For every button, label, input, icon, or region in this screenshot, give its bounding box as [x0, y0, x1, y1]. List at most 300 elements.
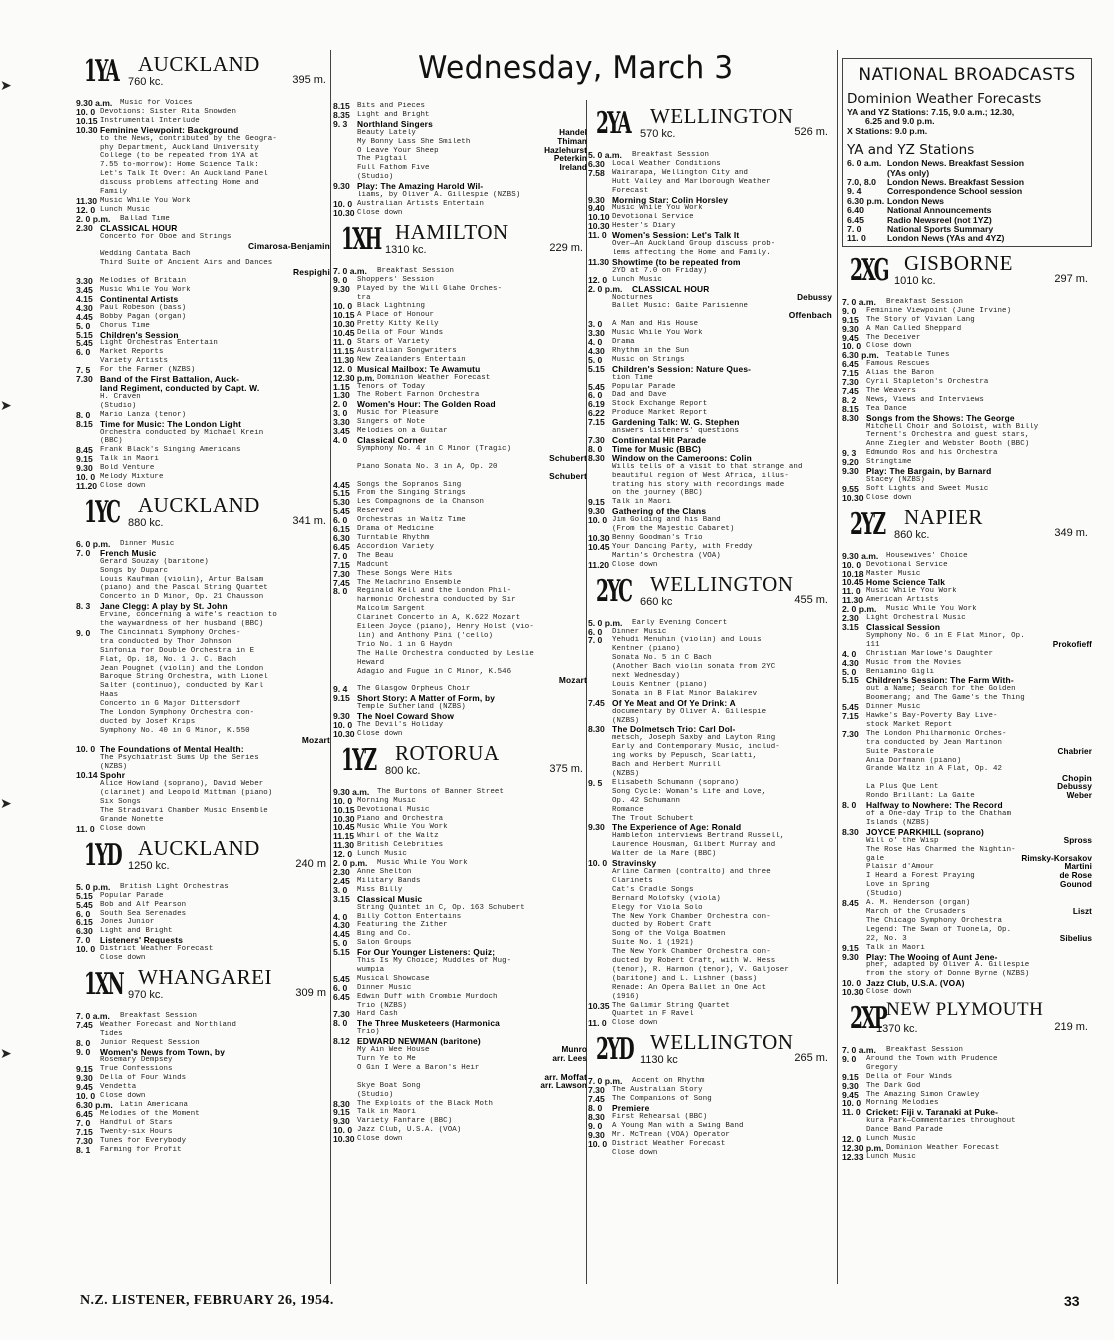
- schedule-programme: Legend: The Swan of Tuonela, Op.: [866, 925, 1012, 934]
- schedule-row: [76, 1101, 330, 1110]
- schedule-programme: Junior Request Session: [100, 1038, 200, 1047]
- station-wavelength: 309 m: [295, 986, 326, 999]
- schedule-programme: Farming for Profit: [100, 1145, 182, 1154]
- schedule-row: [76, 918, 330, 927]
- schedule-programme: Beniamino Gigli: [866, 667, 935, 676]
- schedule-row: [76, 161, 330, 170]
- schedule-row: [588, 788, 832, 797]
- schedule-programme: Accordion Variety: [357, 542, 435, 551]
- schedule-time: 10. 0: [333, 1126, 353, 1136]
- schedule-row: [842, 703, 1092, 712]
- schedule-row: [588, 472, 832, 481]
- schedule-time: [333, 668, 357, 677]
- schedule-time: [76, 357, 100, 366]
- schedule-time: 11.30: [588, 257, 610, 267]
- schedule-row: [76, 665, 330, 674]
- schedule-programme: Renade: An Opera Ballet in One Act: [612, 983, 767, 992]
- schedule-row: [842, 881, 1092, 890]
- schedule-programme: New Zealanders Entertain: [357, 355, 466, 364]
- schedule-time: 9.30: [76, 464, 93, 474]
- schedule-row: [588, 1086, 832, 1095]
- schedule-time: 9.30: [842, 467, 859, 476]
- schedule-programme: Trio (NZBS): [357, 1001, 407, 1010]
- schedule-row: [588, 1149, 832, 1158]
- schedule-programme: Mr. McTrean (VOA) Operator: [612, 1130, 730, 1139]
- schedule-time: 5.15: [76, 891, 93, 901]
- station-header-1yz: [333, 741, 587, 785]
- schedule-row: [842, 1046, 1092, 1055]
- schedule-programme: Breakfast Session: [886, 1046, 964, 1055]
- schedule-time: [333, 191, 357, 200]
- footer-publication: N.Z. LISTENER, FEBRUARY 26, 1954.: [80, 1293, 334, 1308]
- schedule-row: [76, 771, 330, 780]
- schedule-programme: March of the Crusaders Liszt: [866, 907, 1092, 916]
- schedule-row: [333, 921, 587, 930]
- schedule-programme: Time for Music: The London Light: [100, 419, 242, 429]
- weather-line: 6.25 and 9.0 p.m.: [865, 116, 935, 127]
- schedule-programme: Third Suite of Ancient Airs and Dances: [100, 259, 273, 268]
- schedule-row: [842, 1135, 1092, 1144]
- schedule-time: [588, 249, 612, 258]
- schedule-programme: Light Orchestral Music: [866, 614, 966, 623]
- schedule-time: 6.45: [842, 360, 859, 370]
- schedule-programme: Morning Music: [357, 796, 416, 805]
- schedule-time: [588, 734, 612, 743]
- schedule-time: 10.45: [842, 578, 864, 588]
- schedule-time: [76, 268, 100, 277]
- national-item-time: 6.40: [847, 205, 864, 216]
- schedule-programme: Louis Kentner (piano): [612, 680, 708, 689]
- schedule-time: 3. 0: [333, 409, 348, 419]
- schedule-time: 7.45: [842, 386, 859, 396]
- schedule-time: [333, 1091, 357, 1100]
- schedule-programme: A Place of Honour: [357, 311, 435, 320]
- schedule-programme: Concerto in G Major Dittersdorf: [100, 700, 241, 709]
- schedule-time: 5. 0: [333, 939, 348, 949]
- schedule-programme: Edmundo Ros and his Orchestra: [866, 449, 998, 458]
- schedule-time: [588, 472, 612, 481]
- schedule-row: [588, 984, 832, 993]
- schedule-row: [842, 298, 1092, 307]
- schedule-row: [333, 302, 587, 311]
- schedule-time: 7. 0: [588, 636, 603, 646]
- schedule-time: 12.30 p.m.: [842, 1144, 884, 1153]
- schedule-programme: arr. Moffat: [544, 1072, 587, 1082]
- schedule-time: 9.15: [842, 1072, 859, 1082]
- schedule-row: [842, 721, 1092, 730]
- schedule-time: 8. 0: [588, 444, 603, 454]
- schedule-programme: Premiere: [612, 1104, 650, 1113]
- schedule-programme: Close down: [357, 208, 403, 217]
- schedule-row: [588, 294, 832, 303]
- station-call-sign: 2YD: [596, 1032, 633, 1068]
- schedule-programme: Weather Forecast and Northland: [100, 1020, 237, 1029]
- schedule-time: [842, 685, 866, 694]
- schedule-programme: Madcunt: [357, 560, 389, 569]
- schedule-row: [588, 231, 832, 240]
- schedule-programme: News, Views and Interviews: [866, 395, 984, 404]
- station-call-sign: 1YA: [84, 54, 118, 89]
- schedule-time: [588, 654, 612, 663]
- schedule-time: [333, 904, 357, 913]
- schedule-row: [76, 892, 330, 901]
- schedule-row: [588, 365, 832, 374]
- schedule-row: [842, 605, 1092, 614]
- schedule-time: [588, 743, 612, 752]
- station-wavelength: 375 m.: [549, 762, 583, 775]
- station-call-sign: 2XG: [850, 252, 888, 288]
- schedule-row: [333, 641, 587, 650]
- schedule-time: [333, 472, 357, 481]
- schedule-time: [842, 926, 866, 935]
- schedule-time: 1.30: [333, 391, 350, 401]
- schedule-time: 4.30: [333, 921, 350, 931]
- station-frequency: 1250 kc.: [128, 859, 170, 872]
- schedule-programme: Mozart: [301, 735, 330, 745]
- schedule-time: 3.45: [333, 427, 350, 436]
- schedule-time: 2.30: [333, 867, 350, 877]
- schedule-1xh: [333, 267, 587, 739]
- schedule-row: [333, 120, 587, 129]
- schedule-time: 10. 0: [76, 744, 96, 754]
- schedule-time: 8.30: [588, 725, 605, 735]
- schedule-time: 9. 5: [588, 778, 603, 788]
- schedule-time: 4. 0: [333, 436, 348, 445]
- schedule-row: [588, 904, 832, 913]
- schedule-time: [76, 807, 100, 816]
- schedule-time: 10. 0: [588, 1139, 608, 1149]
- schedule-programme: The Galimir String Quartet: [612, 1001, 730, 1010]
- schedule-row: [588, 543, 832, 552]
- schedule-time: 9. 0: [842, 1054, 857, 1064]
- schedule-row: [333, 534, 587, 543]
- schedule-programme: Beauty Lately Handel: [357, 128, 587, 137]
- schedule-row: [76, 883, 330, 892]
- schedule-row: [842, 953, 1092, 962]
- schedule-row: [588, 619, 832, 628]
- schedule-programme: Dominion Weather Forecast: [377, 373, 491, 382]
- schedule-row: [333, 605, 587, 614]
- schedule-programme: Music for Voices: [120, 99, 193, 107]
- schedule-row: [333, 797, 587, 806]
- schedule-time: [588, 302, 612, 311]
- schedule-programme: Symphony No. 40 in G Minor, K.550: [100, 726, 250, 735]
- schedule-programme: Housewives' Choice: [886, 551, 968, 560]
- schedule-programme: (Studio): [100, 401, 137, 410]
- schedule-row: [76, 647, 330, 656]
- schedule-programme: Laurence Housman, Gilbert Murray and: [612, 841, 776, 850]
- schedule-row: [333, 939, 587, 948]
- schedule-time: 10. 0: [842, 342, 862, 352]
- national-item-time: 7.0, 8.0: [847, 177, 876, 188]
- schedule-row: [333, 182, 587, 191]
- schedule-programme: Let's Talk It Over: An Auckland Panel: [100, 170, 268, 179]
- schedule-time: 10.45: [333, 329, 355, 339]
- schedule-programme: Famous Rescues: [866, 360, 930, 369]
- schedule-row: [76, 945, 330, 954]
- schedule-programme: Gathering of the Clans: [612, 507, 707, 517]
- schedule-time: [588, 690, 612, 699]
- schedule-row: [76, 593, 330, 602]
- schedule-programme: O Leave Your Sheep Hazlehurst: [357, 146, 587, 155]
- schedule-time: [588, 832, 612, 841]
- schedule-programme: A Man and His House: [612, 320, 699, 329]
- schedule-programme: Band of the First Battalion, Auck-: [100, 375, 240, 384]
- schedule-row: [76, 268, 330, 277]
- schedule-programme: Plaisir d'Amour Martini: [866, 863, 1092, 872]
- schedule-row: [842, 1064, 1092, 1073]
- schedule-row: [76, 215, 330, 224]
- schedule-programme: liams, by Oliver A. Gillespie (NZBS): [357, 191, 521, 200]
- schedule-programme: Drama of Medicine: [357, 525, 435, 534]
- station-frequency: 1010 kc.: [894, 274, 936, 287]
- schedule-2yd: [588, 1077, 832, 1157]
- schedule-time: 9.45: [842, 333, 859, 343]
- schedule-programme: Song Cycle: Woman's Life and Love,: [612, 787, 767, 796]
- schedule-time: [588, 788, 612, 797]
- schedule-time: 9.15: [76, 1065, 93, 1075]
- schedule-programme: (NZBS): [612, 770, 640, 778]
- schedule-programme: The Cincinnati Symphony Orches-: [100, 628, 241, 637]
- schedule-row: [588, 489, 832, 498]
- schedule-time: 8.45: [842, 899, 859, 908]
- schedule-row: [842, 988, 1092, 997]
- schedule-programme: Ervine, concerning a wife's reaction to: [100, 611, 277, 620]
- schedule-programme: Close down: [866, 493, 912, 502]
- schedule-row: [588, 948, 832, 957]
- schedule-programme: CLASSICAL HOUR: [632, 284, 710, 294]
- schedule-row: [842, 863, 1092, 872]
- schedule-time: 7.30: [333, 569, 350, 579]
- schedule-programme: Temple Sutherland (NZBS): [357, 703, 466, 712]
- schedule-row: [588, 966, 832, 975]
- schedule-time: [76, 673, 100, 682]
- schedule-time: 9. 0: [842, 306, 857, 316]
- schedule-row: [842, 1099, 1092, 1108]
- schedule-programme: Pretty Kitty Kelly: [357, 320, 439, 329]
- schedule-row: [333, 694, 587, 703]
- schedule-programme: JOYCE PARKHILL (soprano): [866, 827, 985, 837]
- schedule-row: [842, 846, 1092, 855]
- schedule-programme: Close down: [612, 1019, 658, 1028]
- schedule-row: [333, 147, 587, 156]
- schedule-programme: Trio): [357, 1028, 380, 1037]
- schedule-time: 9.30: [588, 507, 605, 517]
- schedule-programme: The Experience of Age: Ronald: [612, 823, 742, 833]
- schedule-row: [333, 1073, 587, 1082]
- schedule-time: [842, 783, 866, 792]
- schedule-row: [588, 681, 832, 690]
- schedule-row: [76, 602, 330, 611]
- station-header-2ya: [588, 104, 832, 148]
- schedule-row: [842, 1144, 1092, 1153]
- schedule-row: [76, 691, 330, 700]
- schedule-time: 6.45: [333, 542, 350, 552]
- schedule-programme: Gardening Talk: W. G. Stephen: [612, 418, 740, 428]
- station-call-sign: 2YZ: [850, 506, 885, 542]
- schedule-time: [76, 259, 100, 268]
- schedule-programme: Gerard Souzay (baritone): [100, 557, 209, 566]
- schedule-programme: Accent on Rhythm: [632, 1077, 705, 1086]
- schedule-programme: Music While You Work: [866, 587, 957, 596]
- schedule-programme: ducted by Robert Craft: [612, 921, 712, 930]
- schedule-time: 9.30: [333, 712, 350, 721]
- schedule-programme: (Studio): [866, 890, 903, 899]
- schedule-time: [76, 567, 100, 576]
- schedule-programme: (tenor), R. Harmon (tenor), V. Galjoser: [612, 965, 789, 974]
- schedule-row: [588, 222, 832, 231]
- schedule-time: [588, 797, 612, 806]
- schedule-time: [588, 294, 612, 303]
- schedule-time: [588, 552, 612, 561]
- schedule-row: [333, 859, 587, 868]
- schedule-time: 5.15: [333, 489, 350, 499]
- schedule-time: 2. 0 p.m.: [842, 605, 877, 615]
- schedule-row: [76, 259, 330, 268]
- schedule-programme: Whirl of the Waltz: [357, 832, 439, 841]
- schedule-row: [842, 837, 1092, 846]
- schedule-time: 6. 0 p.m.: [76, 539, 111, 549]
- schedule-programme: Cricket: Fiji v. Taranaki at Puke-: [866, 1108, 999, 1118]
- schedule-row: [588, 868, 832, 877]
- schedule-programme: Music While You Work: [100, 196, 191, 205]
- schedule-programme: land Regiment, conducted by Capt. W.: [100, 384, 260, 393]
- schedule-time: 5. 0 p.m.: [76, 882, 111, 892]
- schedule-time: 9. 0: [76, 628, 91, 638]
- schedule-row: [333, 472, 587, 481]
- schedule-row: [76, 242, 330, 251]
- schedule-time: [842, 810, 866, 819]
- schedule-programme: Cimarosa-Benjamin: [247, 241, 330, 251]
- schedule-row: [76, 1012, 330, 1021]
- schedule-row: [588, 1140, 832, 1149]
- schedule-programme: stock Market Report: [866, 720, 953, 729]
- schedule-programme: Light and Bright: [100, 927, 173, 936]
- schedule-time: [588, 489, 612, 498]
- schedule-programme: Piano Sonata No. 3 in A, Op. 20: [357, 462, 498, 471]
- schedule-row: [842, 748, 1092, 757]
- schedule-programme: Produce Market Report: [612, 409, 708, 418]
- schedule-time: [76, 188, 100, 197]
- schedule-row: [588, 285, 832, 294]
- schedule-row: [588, 859, 832, 868]
- schedule-row: [588, 178, 832, 187]
- schedule-programme: Morning Melodies: [866, 1099, 939, 1108]
- schedule-row: [333, 1055, 587, 1064]
- schedule-row: [842, 694, 1092, 703]
- schedule-row: [842, 1091, 1092, 1100]
- schedule-row: [842, 828, 1092, 837]
- schedule-row: [588, 1002, 832, 1011]
- station-wavelength: 341 m.: [292, 514, 326, 527]
- schedule-time: 10.10: [588, 213, 610, 223]
- schedule-programme: Christian Marlowe's Daughter: [866, 649, 993, 658]
- schedule-row: [842, 668, 1092, 677]
- schedule-row: [842, 979, 1092, 988]
- schedule-row: [588, 427, 832, 436]
- schedule-time: [588, 708, 612, 717]
- schedule-programme: Grande Nonette: [100, 815, 164, 824]
- national-items: [847, 159, 1087, 244]
- schedule-time: 8. 3: [76, 602, 91, 612]
- schedule-programme: Chorus Time: [100, 321, 150, 330]
- schedule-row: [588, 267, 832, 276]
- schedule-programme: Hawke's Bay-Poverty Bay Live-: [866, 712, 998, 721]
- schedule-row: [588, 276, 832, 285]
- schedule-programme: Concerto in D Minor, Op. 21 Chausson: [100, 593, 264, 602]
- schedule-programme: The Beau: [357, 551, 394, 560]
- schedule-time: 10.35: [588, 1001, 610, 1011]
- schedule-row: [333, 498, 587, 507]
- weather-line: YA and YZ Stations: 7.15, 9.0 a.m.; 12.30,: [847, 107, 1015, 117]
- schedule-time: 10.30: [588, 222, 610, 232]
- schedule-time: 5.15: [588, 364, 605, 374]
- schedule-programme: Close down: [100, 954, 146, 963]
- schedule-programme: Close down: [357, 1135, 403, 1144]
- schedule-row: [76, 1056, 330, 1065]
- schedule-time: [842, 765, 866, 774]
- schedule-time: 6. 0: [333, 516, 348, 526]
- schedule-time: 8. 0: [333, 1019, 348, 1029]
- schedule-row: [333, 191, 587, 200]
- schedule-2xg: [842, 298, 1092, 503]
- schedule-row: [842, 872, 1092, 881]
- schedule-time: [76, 754, 100, 763]
- schedule-programme: Alice Howland (soprano), David Weber: [100, 780, 264, 789]
- schedule-time: [76, 558, 100, 567]
- schedule-programme: Dominion Weather Forecast: [886, 1144, 1000, 1152]
- schedule-row: [76, 620, 330, 629]
- schedule-row: [588, 347, 832, 356]
- schedule-time: 8.30: [842, 827, 859, 837]
- schedule-time: 5.45: [76, 339, 93, 349]
- schedule-row: [588, 877, 832, 886]
- schedule-row: [588, 797, 832, 806]
- schedule-programme: The Story of Vivian Lang: [866, 315, 975, 324]
- schedule-time: [842, 423, 866, 432]
- schedule-row: [588, 913, 832, 922]
- schedule-programme: tra conducted by Thor Johnson: [100, 637, 232, 646]
- schedule-time: [76, 691, 100, 700]
- column-3: [588, 102, 832, 1157]
- schedule-programme: Skye Boat Song arr. Lawson: [357, 1081, 587, 1090]
- schedule-programme: Feminine Viewpoint: Background: [100, 125, 239, 135]
- schedule-row: [76, 339, 330, 348]
- schedule-row: [842, 423, 1092, 432]
- schedule-time: 10. 0: [842, 560, 862, 570]
- schedule-row: [76, 576, 330, 585]
- schedule-row: [333, 383, 587, 392]
- schedule-time: 7. 0: [76, 548, 91, 558]
- schedule-time: [76, 152, 100, 161]
- schedule-programme: Schubert: [549, 453, 587, 463]
- weather-line: X Stations: 9.0 p.m.: [847, 125, 928, 136]
- schedule-row: [333, 993, 587, 1002]
- schedule-row: [76, 1065, 330, 1074]
- schedule-row: [76, 709, 330, 718]
- schedule-programme: (Studio): [357, 173, 394, 182]
- schedule-row: [333, 463, 587, 472]
- schedule-programme: Soft Lights and Sweet Music: [866, 484, 989, 493]
- schedule-row: [588, 717, 832, 726]
- schedule-time: [333, 164, 357, 173]
- schedule-programme: French Music: [100, 548, 157, 558]
- schedule-programme: Boomerang; and The Game's the Thing: [866, 694, 1025, 703]
- schedule-programme: String Quintet in C, Op. 163 Schubert: [357, 903, 525, 912]
- schedule-row: [588, 454, 832, 463]
- schedule-programme: harmonic Orchestra conducted by Sir: [357, 596, 516, 605]
- schedule-row: [588, 779, 832, 788]
